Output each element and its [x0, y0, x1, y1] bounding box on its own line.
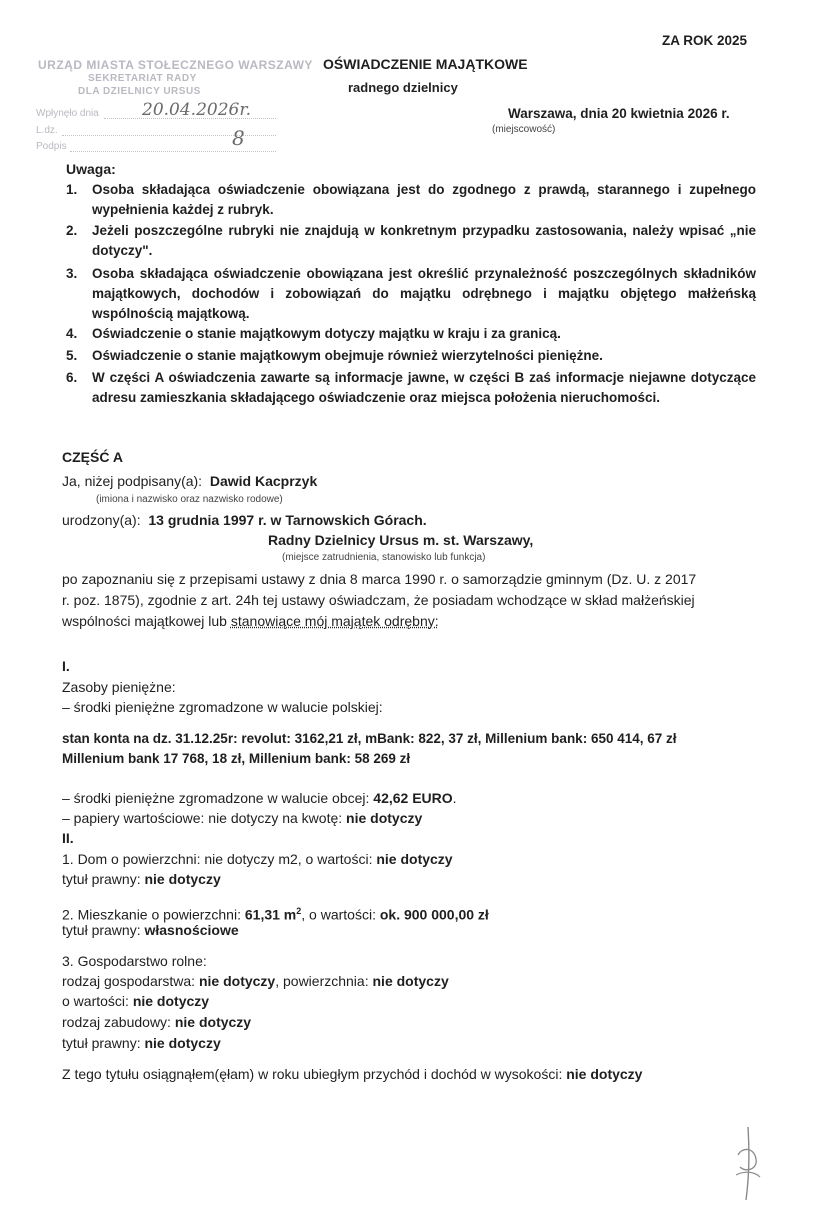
stamp-received-date: 20.04.2026r.: [142, 100, 251, 120]
income-label: Z tego tytułu osiągnąłem(ęłam) w roku ubiegłym przychód i dochód w wysokości:: [62, 1066, 567, 1082]
securities-line: [62, 808, 422, 828]
signed-label: Ja, niżej podpisany(a):: [62, 473, 203, 489]
income-line: [62, 1064, 642, 1084]
stamp-sign-label: Podpis: [36, 141, 67, 152]
stamp-signature: 8: [232, 126, 245, 150]
note-item-5: [66, 346, 756, 366]
house-title-line: [62, 869, 221, 889]
flat-label: 2. Mieszkanie o powierzchni:: [62, 906, 245, 923]
house-label: 1. Dom o powierzchni: nie dotyczy m2, o wartości:: [62, 851, 377, 867]
born-label: urodzony(a):: [62, 512, 141, 528]
note-item-2: [66, 221, 756, 261]
signed-line: [62, 471, 317, 491]
foreign-line: [62, 788, 457, 808]
farm-area-value: nie dotyczy: [372, 973, 449, 989]
note-text: Osoba składająca oświadczenie obowiązana jest określić przynależność poszczególnych składników majątkowych, dochodów i zobowiązań do majątku odrębnego i majątku objętego małżeńską wspólnością majątkową.: [92, 266, 756, 321]
farm-type-line: [62, 971, 449, 991]
statement-line-3-end: stanowiące mój majątek odrębny:: [230, 613, 439, 629]
house-line: [62, 849, 453, 869]
note-number: 4.: [66, 326, 78, 341]
note-item-6: [66, 368, 756, 408]
foreign-label: – środki pieniężne zgromadzone w walucie obcej:: [62, 790, 374, 806]
house-title-value: nie dotyczy: [144, 871, 221, 887]
signed-name: Dawid Kacprzyk: [209, 473, 318, 489]
income-value: nie dotyczy: [566, 1066, 643, 1082]
born-value: 13 grudnia 1997 r. w Tarnowskich Górach.: [148, 512, 427, 528]
farm-area-label: , powierzchnia:: [275, 973, 373, 989]
farm-worth-value: nie dotyczy: [132, 993, 210, 1009]
note-number: 5.: [66, 348, 78, 363]
farm-build-label: rodzaj zabudowy:: [62, 1014, 175, 1030]
place-caption: (miejscowość): [492, 124, 556, 135]
position-caption: (miejsce zatrudnienia, stanowisko lub funkcja): [282, 552, 486, 563]
document-subtitle: radnego dzielnicy: [348, 80, 458, 95]
note-number: 3.: [66, 266, 78, 281]
pln-label: – środki pieniężne zgromadzone w walucie polskiej:: [62, 699, 383, 715]
farm-type-label: rodzaj gospodarstwa:: [62, 973, 199, 989]
foreign-end: .: [452, 790, 457, 806]
note-number: 2.: [66, 223, 78, 238]
notes-heading: Uwaga:: [66, 161, 116, 177]
securities-label: – papiery wartościowe: nie dotyczy na kwotę:: [62, 810, 347, 826]
statement-line-2: r. poz. 1875), zgodnie z art. 24h tej ustawy oświadczam, że posiadam wchodzące w skład małżeńskiej: [62, 592, 695, 608]
farm-build-value: nie dotyczy: [174, 1014, 252, 1030]
stamp-ldz-label: L.dz.: [36, 125, 58, 136]
position-value: Radny Dzielnicy Ursus m. st. Warszawy,: [268, 532, 534, 548]
statement-line-3: [62, 611, 439, 631]
note-text: Osoba składająca oświadczenie obowiązana jest do zgodnego z prawdą, starannego i zupełnego wypełnienia każdej z rubryk.: [92, 182, 756, 217]
stamp-secretariat: SEKRETARIAT RADY: [88, 73, 197, 84]
part-a-heading: CZĘŚĆ A: [62, 449, 123, 465]
house-value: nie dotyczy: [376, 851, 453, 867]
stamp-district: DLA DZIELNICY URSUS: [78, 86, 201, 97]
note-number: 1.: [66, 182, 78, 197]
note-number: 6.: [66, 370, 78, 385]
stamp-office-name: URZĄD MIASTA STOŁECZNEGO WARSZAWY: [38, 58, 313, 72]
note-text: Oświadczenie o stanie majątkowym dotyczy majątku w kraju i za granicą.: [92, 326, 561, 341]
farm-title-label: tytuł prawny:: [62, 1035, 145, 1051]
farm-type-value: nie dotyczy: [198, 973, 276, 989]
note-text: Oświadczenie o stanie majątkowym obejmuje również wierzytelności pieniężne.: [92, 348, 603, 363]
section-1-roman: I.: [62, 658, 70, 674]
cash-heading: Zasoby pieniężne:: [62, 679, 176, 695]
document-title: OŚWIADCZENIE MAJĄTKOWE: [323, 56, 528, 72]
flat-value: ok. 900 000,00 zł: [379, 906, 489, 923]
securities-value: nie dotyczy: [346, 810, 423, 826]
farm-title-value: nie dotyczy: [144, 1035, 221, 1051]
section-2-roman: II.: [62, 830, 74, 846]
farm-heading: 3. Gospodarstwo rolne:: [62, 953, 207, 969]
note-text: Jeżeli poszczególne rubryki nie znajdują w konkretnym przypadku zastosowania, należy wpisać „nie dotyczy".: [92, 223, 756, 258]
farm-worth-label: o wartości:: [62, 993, 133, 1009]
pln-line-1: stan konta na dz. 31.12.25r: revolut: 3162,21 zł, mBank: 822, 37 zł, Millenium bank: 650 414, 67 zł: [62, 731, 677, 746]
note-item-4: [66, 324, 756, 344]
note-text: W części A oświadczenia zawarte są informacje jawne, w części B zaś informacje niejawne dotyczące adresu zamieszkania składającego oświadczenie oraz miejsca położenia nieruchomości.: [92, 370, 756, 405]
flat-area-sup: 2: [296, 906, 302, 916]
pln-line-2: Millenium bank 17 768, 18 zł, Millenium bank: 58 269 zł: [62, 751, 411, 766]
note-item-1: [66, 180, 756, 220]
flat-title-value: własnościowe: [144, 922, 239, 938]
flat-title-line: [62, 920, 239, 940]
note-item-3: [66, 264, 756, 324]
statement-line-3-start: wspólności majątkowej lub: [62, 613, 231, 629]
statement-line-1: po zapoznaniu się z przepisami ustawy z dnia 8 marca 1990 r. o samorządzie gminnym (Dz. U. z 2017: [62, 571, 697, 587]
foreign-value: 42,62 EURO: [373, 790, 453, 806]
born-line: [62, 510, 427, 530]
stamp-sign-line: [70, 151, 276, 152]
flat-title-label: tytuł prawny:: [62, 922, 145, 938]
flat-area: 61,31 m: [244, 906, 297, 923]
name-caption: (imiona i nazwisko oraz nazwisko rodowe): [96, 494, 283, 505]
farm-build-line: [62, 1012, 251, 1032]
stamp-received-label: Wpłynęło dnia: [36, 108, 99, 119]
flat-value-label: , o wartości:: [301, 906, 380, 923]
place-date: Warszawa, dnia 20 kwietnia 2026 r.: [508, 106, 730, 121]
farm-title-line: [62, 1033, 221, 1053]
farm-worth-line: [62, 991, 209, 1011]
document-year: ZA ROK 2025: [662, 33, 748, 48]
handwritten-initials-icon: [728, 1125, 768, 1203]
house-title-label: tytuł prawny:: [62, 871, 145, 887]
